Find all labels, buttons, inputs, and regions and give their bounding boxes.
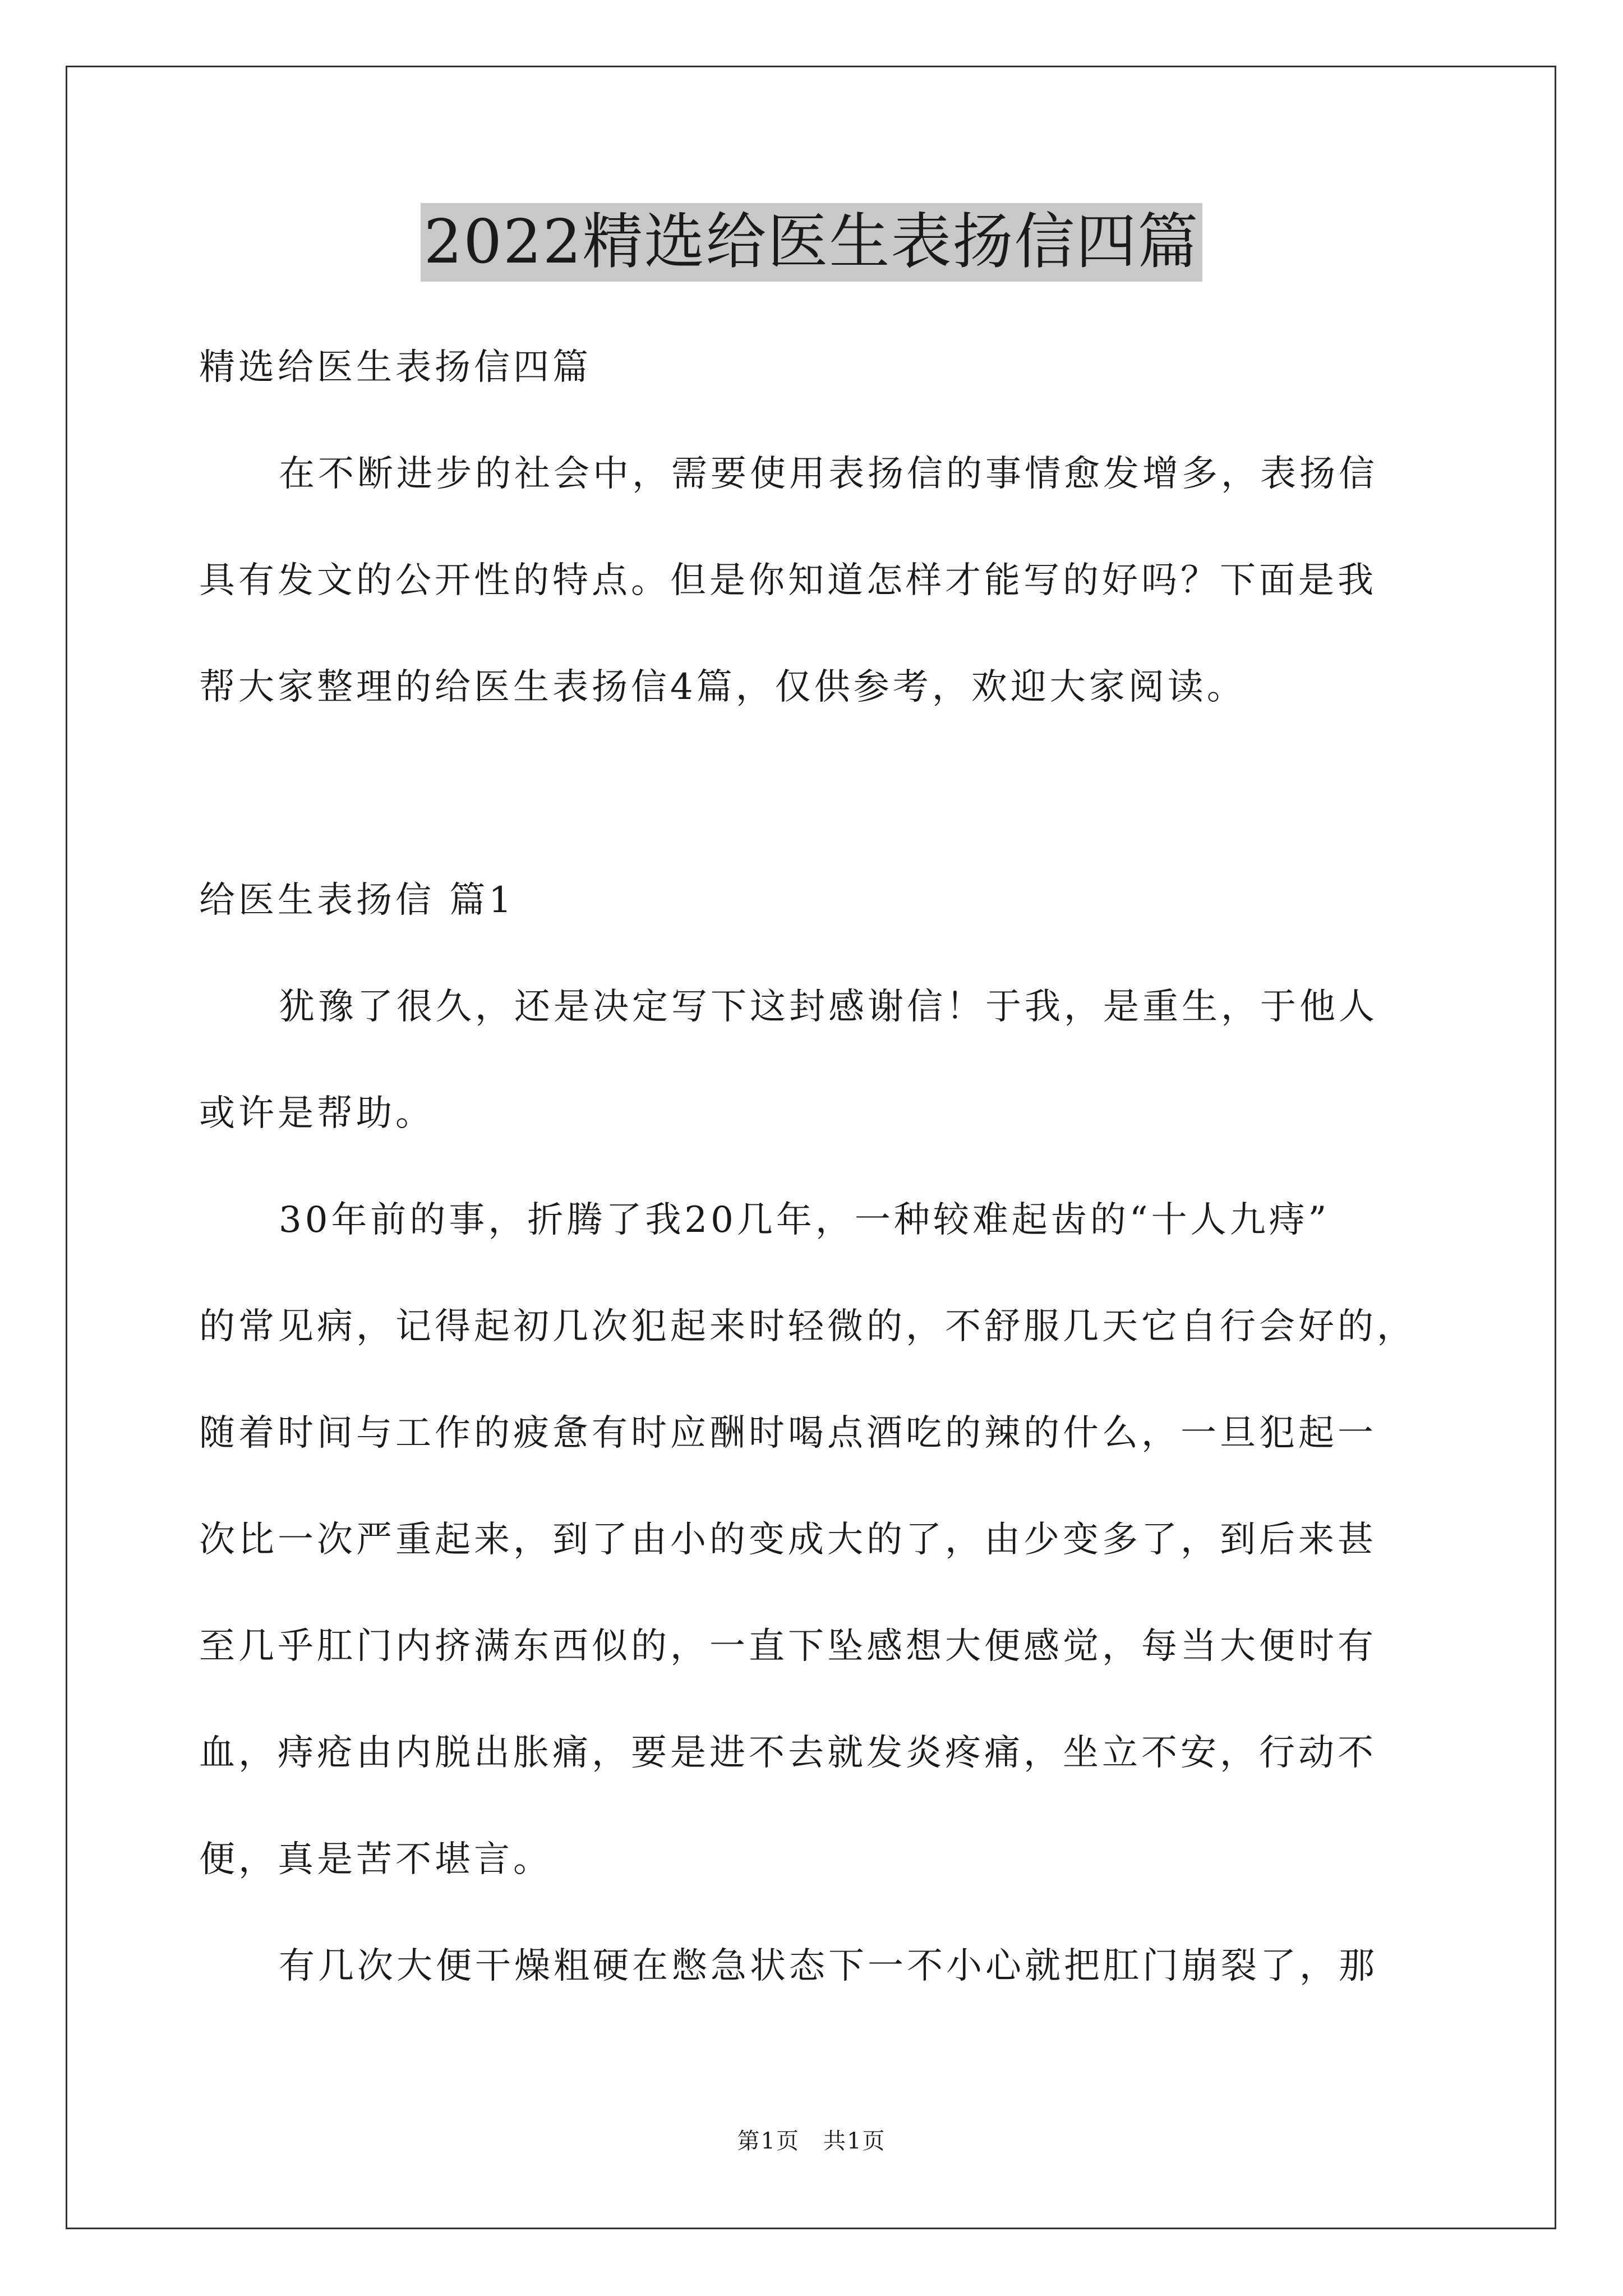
text-line: 便，真是苦不堪言。 [199, 1839, 552, 1880]
document-title: 2022精选给医生表扬信四篇 [421, 203, 1203, 282]
text-line: 给医生表扬信 篇1 [199, 880, 515, 921]
title-container [0, 203, 1623, 282]
text-line: 具有发文的公开性的特点。但是你知道怎样才能写的好吗？下面是我 [199, 560, 1377, 601]
text-line: 至几乎肛门内挤满东西似的，一直下坠感想大便感觉，每当大便时有 [199, 1626, 1377, 1667]
text-line: 在不断进步的社会中，需要使用表扬信的事情愈发增多，表扬信 [279, 453, 1378, 495]
text-line: 犹豫了很久，还是决定写下这封感谢信！于我，是重生，于他人 [279, 986, 1378, 1028]
document-body [199, 314, 1427, 2019]
text-line: 次比一次严重起来，到了由小的变成大的了，由少变多了，到后来甚 [199, 1519, 1377, 1561]
text-line: 精选给医生表扬信四篇 [199, 347, 592, 388]
text-line: 随着时间与工作的疲惫有时应酬时喝点酒吃的辣的什么，一旦犯起一 [199, 1412, 1377, 1454]
text-line: 或许是帮助。 [199, 1093, 435, 1134]
text-line: 血，痔疮由内脱出胀痛，要是进不去就发炎疼痛，坐立不安，行动不 [199, 1732, 1377, 1774]
page-footer: 第1页 共1页 [737, 2128, 886, 2154]
text-line: 的常见病，记得起初几次犯起来时轻微的，不舒服几天它自行会好的， [199, 1306, 1416, 1347]
text-line: 帮大家整理的给医生表扬信4篇，仅供参考，欢迎大家阅读。 [199, 666, 1246, 708]
text-line: 30年前的事，折腾了我20几年，一种较难起齿的“十人九痔” [279, 1199, 1330, 1241]
text-line: 有几次大便干燥粗硬在憋急状态下一不小心就把肛门崩裂了，那 [279, 1945, 1378, 1987]
blank-line [199, 740, 1427, 847]
